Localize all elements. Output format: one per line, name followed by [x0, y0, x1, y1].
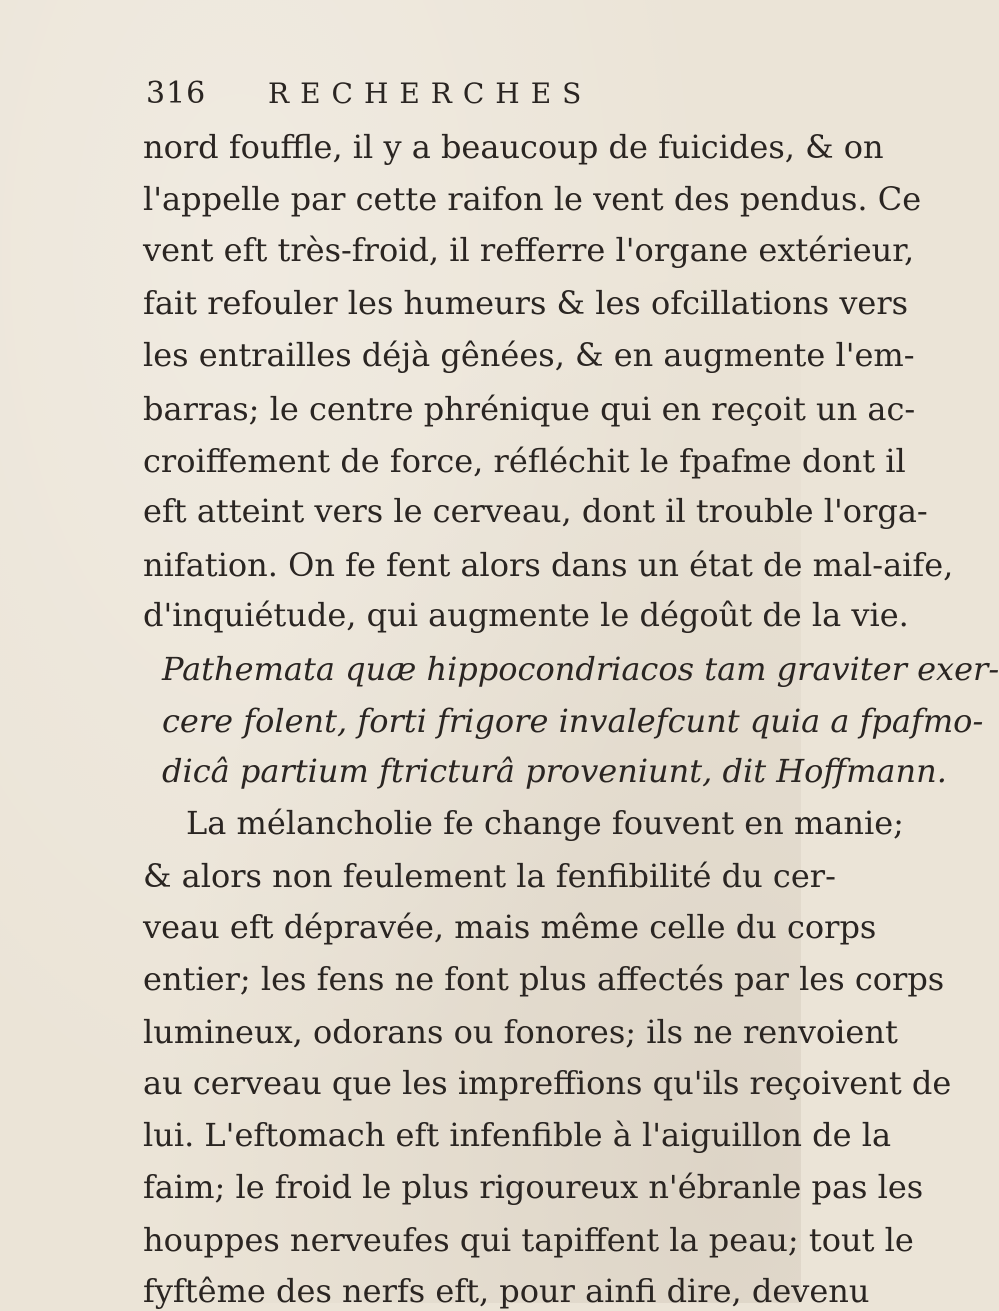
- text-line-16: veau eft dépravée, mais même celle du corps: [143, 908, 877, 946]
- text-line-1: nord fouffle, il y a beaucoup de fuicides, & on: [143, 128, 884, 166]
- text-line-7: croiffement de force, réfléchit le fpafme dont il: [143, 442, 906, 480]
- text-line-9: nifation. On fe fent alors dans un état de mal-aife,: [143, 546, 954, 584]
- text-line-11: Pathemata quæ hippocondriacos tam graviter exer-: [162, 650, 999, 688]
- text-line-8: eft atteint vers le cerveau, dont il trouble l'orga-: [143, 492, 928, 530]
- text-line-2: l'appelle par cette raifon le vent des pendus. Ce: [143, 180, 922, 218]
- text-line-12: cere folent, forti frigore invalefcunt quia a fpafmo-: [162, 702, 984, 740]
- text-line-20: lui. L'eftomach eft infenfible à l'aiguillon de la: [143, 1116, 892, 1154]
- text-line-6: barras; le centre phrénique qui en reçoit un ac-: [143, 390, 916, 428]
- text-line-14: La mélancholie fe change fouvent en manie;: [186, 804, 904, 842]
- text-line-4: fait refouler les humeurs & les ofcillations vers: [143, 284, 909, 322]
- text-line-19: au cerveau que les impreffions qu'ils reçoivent de: [143, 1064, 952, 1102]
- text-line-5: les entrailles déjà gênées, & en augmente l'em-: [143, 336, 915, 374]
- running-head: [146, 76, 666, 112]
- text-line-18: lumineux, odorans ou fonores; ils ne renvoient: [143, 1013, 898, 1051]
- text-line-13: dicâ partium ftricturâ proveniunt, dit Hoffmann.: [162, 752, 947, 790]
- running-title: RECHERCHES: [268, 77, 593, 110]
- text-line-10: d'inquiétude, qui augmente le dégoût de la vie.: [143, 596, 909, 634]
- text-line-3: vent eft très-froid, il refferre l'organe extérieur,: [143, 231, 915, 269]
- text-line-23: fyftême des nerfs eft, pour ainfi dire, devenu: [143, 1272, 870, 1310]
- text-line-22: houppes nerveufes qui tapiffent la peau; tout le: [143, 1221, 914, 1259]
- text-line-15: & alors non feulement la fenfibilité du cer-: [143, 857, 836, 895]
- text-line-17: entier; les fens ne font plus affectés par les corps: [143, 960, 945, 998]
- page-number: 316: [146, 76, 207, 111]
- text-line-21: faim; le froid le plus rigoureux n'ébranle pas les: [143, 1168, 924, 1206]
